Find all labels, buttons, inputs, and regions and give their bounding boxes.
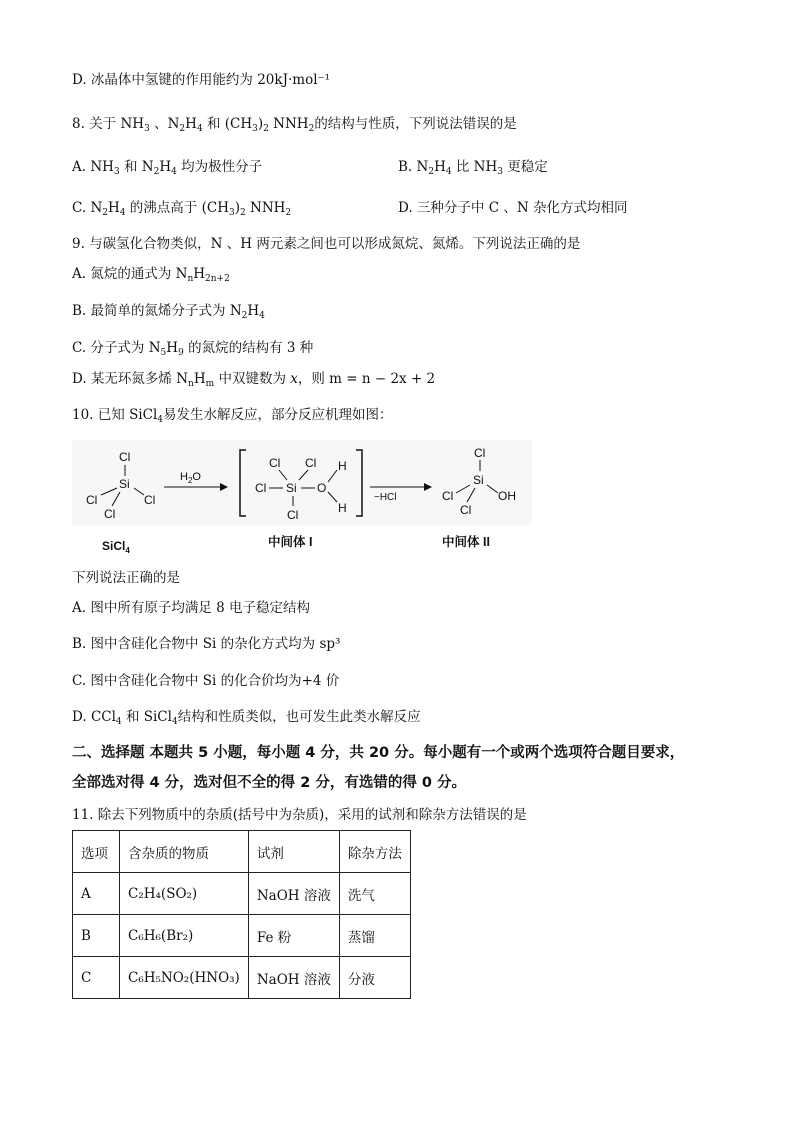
table-header-row (73, 831, 411, 873)
q9-option-a (72, 264, 230, 284)
q8-option-c-formula2: $(CH_3)_2$ $NNH_2$ (201, 200, 292, 218)
table-cell: C (73, 957, 120, 999)
table-header-cell: 含杂质的物质 (120, 831, 249, 873)
q11-table (72, 830, 411, 999)
table-header-cell: 试剂 (248, 831, 339, 873)
svg-text:Cl: Cl (305, 456, 317, 470)
caption-intermediate-1: 中间体 I (268, 535, 313, 549)
svg-text:Cl: Cl (104, 507, 116, 521)
table-header-cell: 选项 (73, 831, 120, 873)
svg-text:Cl: Cl (269, 456, 281, 470)
svg-text:H: H (338, 459, 347, 473)
q9-option-d-pre: D. 某无环氮多烯 (72, 371, 172, 387)
q9-option-b (72, 301, 265, 321)
svg-text:Cl: Cl (287, 508, 299, 522)
q8-stem-pre: 关于 (89, 116, 117, 132)
q8-option-b (398, 157, 548, 177)
q8-option-b-label: B. (398, 159, 413, 175)
q8-option-d (398, 198, 627, 218)
section-2-line-1: 二、选择题 本题共 5 小题，每小题 4 分，共 20 分。每小题有一个或两个选项符合题目要求， (72, 745, 685, 761)
table-cell: C₆H₆(Br₂) (120, 915, 249, 957)
table-cell: NaOH 溶液 (248, 873, 339, 915)
svg-text:H: H (338, 501, 347, 515)
svg-text:Si: Si (286, 481, 297, 495)
q8-option-a (72, 157, 262, 177)
section-2-line-2: 全部选对得 4 分，选对但不全的得 2 分，有选错的得 0 分。 (72, 775, 467, 791)
q8-option-a-formula: $NH_3$ 和 $N_2H_4$ (90, 159, 177, 177)
q10-option-d-post: 结构和性质类似，也可发生此类水解反应 (177, 709, 421, 725)
q8-option-b-text: 更稳定 (507, 159, 548, 175)
q9-option-d-var: x (290, 371, 298, 387)
q10-follow (72, 568, 180, 588)
q10-option-c (72, 671, 339, 691)
q9-stem-text: 9. 与碳氢化合物类似，N 、H 两元素之间也可以形成氮烷、氮烯。下列说法正确的是 (72, 236, 581, 252)
table-cell: NaOH 溶液 (248, 957, 339, 999)
q9-option-a-text: A. 氮烷的通式为 (72, 266, 172, 282)
svg-text:O: O (317, 481, 327, 495)
q9-option-b-formula: $N_2H_4$ (229, 303, 265, 321)
svg-text:Cl: Cl (119, 450, 131, 464)
q8-option-d-text: D. 三种分子中 C 、N 杂化方式均相同 (398, 200, 628, 216)
table-cell: Fe 粉 (248, 915, 339, 957)
table-cell: 蒸馏 (339, 915, 410, 957)
q10-follow-text: 下列说法正确的是 (72, 570, 180, 586)
q10-option-d (72, 707, 421, 727)
table-cell: C₂H₄(SO₂) (120, 873, 249, 915)
q8-option-b-formula: $N_2H_4$ 比 $NH_3$ (416, 159, 503, 177)
q10-stem-pre: 10. 已知 (72, 407, 125, 423)
svg-text:Cl: Cl (144, 493, 156, 507)
svg-text:Cl: Cl (460, 503, 472, 517)
table-cell: 分液 (339, 957, 410, 999)
q9-option-d (72, 369, 435, 389)
q10-option-c-text: C. 图中含硅化合物中 Si 的化合价均为+4 价 (72, 673, 340, 689)
q8-number: 8. (72, 116, 85, 132)
q8-option-c (72, 198, 291, 218)
svg-text:Si: Si (119, 477, 130, 491)
svg-text:Si: Si (473, 473, 484, 487)
svg-text:H2O: $H_2O$ (180, 471, 201, 485)
q10-option-d-formula: CCl$_4$ 和 SiCl$_4$ (90, 709, 178, 727)
q9-option-c-post: 的氮烷的结构有 3 种 (188, 340, 314, 356)
q10-option-a (72, 598, 310, 618)
caption-sicl4: SiCl$_4$ (102, 539, 130, 555)
q7-option-d-text: D. 冰晶体中氢键的作用能约为 20kJ·mol⁻¹ (72, 72, 331, 88)
q8-stem (72, 114, 517, 134)
q9-option-d-mid: 中双键数为 (218, 371, 286, 387)
svg-text:Cl: Cl (474, 446, 486, 460)
reaction-mechanism-figure (72, 440, 532, 555)
svg-text:Cl: Cl (442, 489, 454, 503)
q10-formula: SiCl$_4$ (129, 407, 164, 425)
table-header-cell: 除杂方法 (339, 831, 410, 873)
q10-option-a-text: A. 图中所有原子均满足 8 电子稳定结构 (72, 600, 311, 616)
svg-text:Cl: Cl (255, 481, 267, 495)
q9-option-d-formula: $N_nH_m$ (176, 371, 215, 389)
svg-text:Cl: Cl (86, 493, 98, 507)
table-row (73, 873, 411, 915)
table-cell: B (73, 915, 120, 957)
svg-text:−HCl: −HCl (374, 492, 397, 503)
q10-stem (72, 405, 393, 425)
q8-option-c-label: C. (72, 200, 87, 216)
q10-option-d-pre: D. (72, 709, 87, 725)
q11-stem (72, 805, 527, 825)
q8-option-c-formula1: $N_2H_4$ (90, 200, 126, 218)
q9-option-a-formula: $N_nH_{2n+2}$ (175, 266, 230, 284)
q10-option-b-text: B. 图中含硅化合物中 Si 的杂化方式均为 sp³ (72, 636, 341, 652)
q8-stem-post: 的结构与性质，下列说法错误的是 (314, 116, 517, 132)
q8-option-c-text: 的沸点高于 (129, 200, 198, 216)
q11-stem-text: 11. 除去下列物质中的杂质(括号中为杂质)，采用的试剂和除杂方法错误的是 (72, 807, 527, 823)
q8-option-a-label: A. (72, 159, 87, 175)
table-cell: A (73, 873, 120, 915)
q8-formulas: $NH_3$ 、$N_2H_4$ 和 $(CH_3)_2$ $NNH_2$ (120, 116, 315, 134)
table-cell: 洗气 (339, 873, 410, 915)
table-row (73, 957, 411, 999)
q9-option-c-formula: $N_5H_9$ (148, 340, 184, 358)
q9-option-c (72, 338, 313, 358)
q9-option-c-pre: C. 分子式为 (72, 340, 145, 356)
q9-option-b-text: B. 最简单的氮烯分子式为 (72, 303, 226, 319)
q7-option-d (72, 70, 330, 90)
q10-option-b (72, 634, 340, 654)
table-cell: C₆H₅NO₂(HNO₃) (120, 957, 249, 999)
table-row (73, 915, 411, 957)
q8-option-a-text: 均为极性分子 (181, 159, 263, 175)
svg-text:OH: OH (498, 489, 516, 503)
q10-stem-post: 易发生水解反应，部分反应机理如图： (163, 407, 393, 423)
q9-option-d-post: ，则 m = n − 2x + 2 (297, 371, 436, 387)
caption-intermediate-2: 中间体 II (442, 535, 490, 549)
q9-stem (72, 234, 580, 254)
